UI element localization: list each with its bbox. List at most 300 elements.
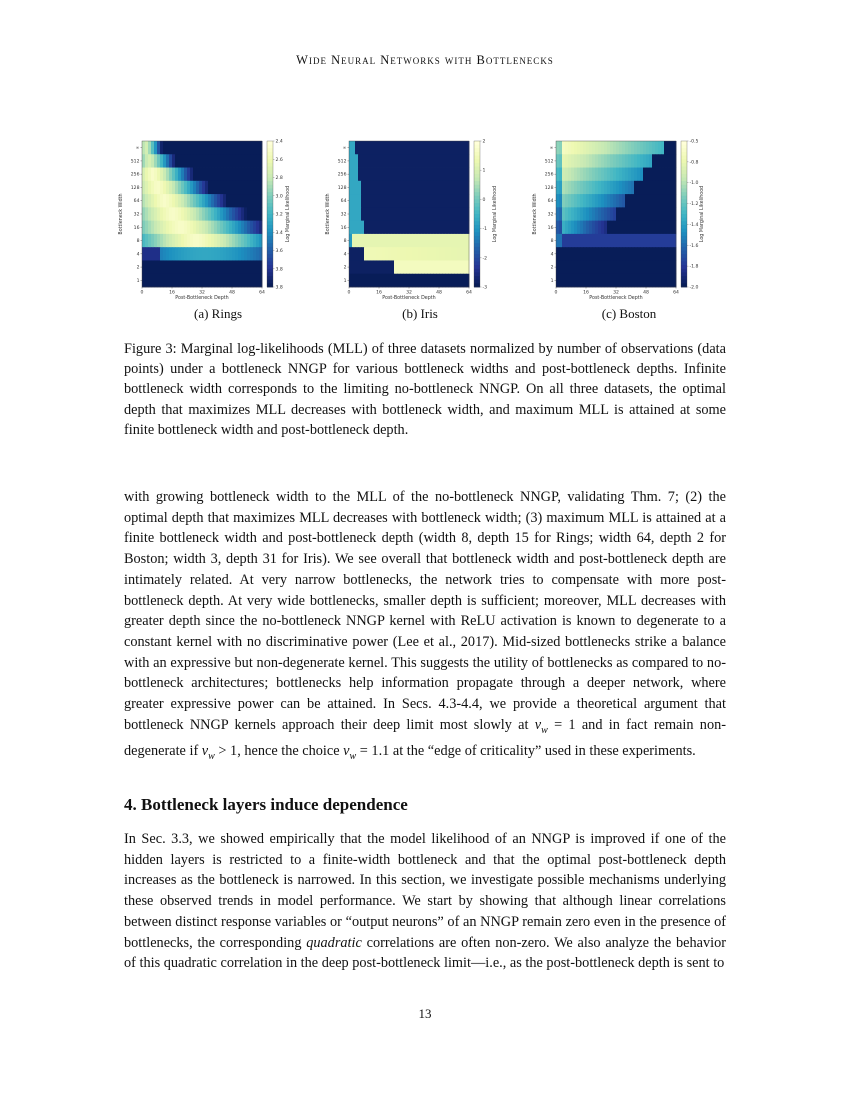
heatmap-cell [667,154,670,168]
heatmap-cell [433,168,436,182]
heatmap-cell [592,274,595,288]
heatmap-cell [664,207,667,221]
heatmap-cell [367,274,370,288]
heatmap-cell [598,260,601,274]
heatmap-cell [649,168,652,182]
heatmap-cell [640,154,643,168]
heatmap-cell [625,207,628,221]
heatmap-cell [652,141,655,155]
heatmap-cell [394,141,397,155]
heatmap-cell [607,141,610,155]
heatmap-cell [208,260,211,274]
heatmap-cell [382,168,385,182]
heatmap-cell [592,207,595,221]
heatmap-cell [562,274,565,288]
colorbar-segment [474,214,480,218]
heatmap-cell [184,194,187,208]
heatmap-cell [586,207,589,221]
heatmap-cell [358,168,361,182]
heatmap-cell [160,168,163,182]
heatmap-cell [190,181,193,195]
heatmap-cell [205,207,208,221]
heatmap-cell [142,274,145,288]
heatmap-cell [583,141,586,155]
heatmap-cell [415,221,418,235]
heatmap-cell [631,194,634,208]
heatmap-cell [658,207,661,221]
colorbar-segment [474,243,480,247]
heatmap-cell [364,260,367,274]
colorbar-segment [474,276,480,280]
colorbar-segment [474,178,480,182]
heatmap-cell [253,181,256,195]
y-tick-label: 512 [544,159,554,165]
heatmap-cell [640,234,643,248]
heatmap-cell [397,154,400,168]
colorbar-segment [681,243,687,247]
heatmap-cell [595,154,598,168]
heatmap-cell [238,221,241,235]
heatmap-cell [664,221,667,235]
heatmap-cell [160,207,163,221]
colorbar [681,141,687,287]
heatmap-cell [196,221,199,235]
heatmap-cell [643,274,646,288]
heatmap-cell [250,221,253,235]
heatmap-cell [256,181,259,195]
heatmap-cell [142,247,145,261]
heatmap-cell [460,260,463,274]
heatmap-cell [151,234,154,248]
heatmap-cell [442,181,445,195]
heatmap-cell [409,181,412,195]
heatmap-cell [628,207,631,221]
heatmap-cell [193,141,196,155]
x-tick-label: 48 [229,290,235,296]
heatmap-cell [358,207,361,221]
heatmap-cell [640,141,643,155]
colorbar-segment [474,258,480,262]
heatmap-cell [424,168,427,182]
heatmap-cell [154,141,157,155]
heatmap-cell [610,168,613,182]
heatmap-cell [661,221,664,235]
heatmap-cell [160,260,163,274]
heatmap-cell [637,274,640,288]
colorbar-segment [681,214,687,218]
heatmap-cell [349,234,352,248]
heatmap-cell [568,141,571,155]
heatmap-cell [643,194,646,208]
heatmap-cell [256,260,259,274]
heatmap-cell [229,181,232,195]
heatmap-cell [451,194,454,208]
heatmap-cell [142,260,145,274]
heatmap-cell [394,221,397,235]
heatmap-cell [400,207,403,221]
heatmap-cell [424,141,427,155]
heatmap-cell [166,234,169,248]
heatmap-cell [574,154,577,168]
heatmap-cell [190,234,193,248]
heatmap-cell [448,221,451,235]
heatmap-cell [358,274,361,288]
heatmap-cell [631,234,634,248]
heatmap-cell [385,247,388,261]
heatmap-cell [178,207,181,221]
heatmap-cell [379,260,382,274]
y-axis-label: Bottleneck Width [533,193,538,235]
colorbar-segment [267,258,273,262]
heatmap-cell [148,207,151,221]
heatmap-cell [232,141,235,155]
heatmap-cell [634,181,637,195]
heatmap-cell [244,207,247,221]
heatmap-cell [385,181,388,195]
heatmap-cell [607,221,610,235]
heatmap-cell [193,207,196,221]
heatmap-cell [370,141,373,155]
heatmap-cell [619,168,622,182]
heatmap-cell [151,221,154,235]
heatmap-cell [595,141,598,155]
colorbar-segment [681,145,687,149]
heatmap-cell [235,194,238,208]
colorbar-segment [267,269,273,273]
heatmap-cell [598,207,601,221]
heatmap-iris [323,137,523,301]
heatmap-cell [646,194,649,208]
colorbar-segment [474,225,480,229]
heatmap-cell [580,194,583,208]
heatmap-cell [421,181,424,195]
y-tick-label: ∞ [549,146,554,152]
heatmap-cell [151,168,154,182]
heatmap-cell [388,168,391,182]
heatmap-cell [646,234,649,248]
heatmap-cell [193,221,196,235]
colorbar-segment [681,261,687,265]
heatmap-cell [202,234,205,248]
heatmap-cell [637,154,640,168]
y-tick-label: 4 [550,252,554,258]
heatmap-cell [565,141,568,155]
heatmap-cell [388,154,391,168]
y-tick-label: 8 [136,239,140,245]
heatmap-cell [619,207,622,221]
heatmap-cell [649,207,652,221]
heatmap-cell [574,168,577,182]
heatmap-cell [376,207,379,221]
heatmap-cell [607,274,610,288]
heatmap-cell [631,247,634,261]
heatmap-cell [391,274,394,288]
heatmap-cell [667,141,670,155]
heatmap-cell [217,234,220,248]
heatmap-cell [583,154,586,168]
heatmap-cell [148,247,151,261]
heatmap-cell [463,234,466,248]
colorbar-segment [474,265,480,269]
heatmap-cell [556,274,559,288]
heatmap-cell [646,260,649,274]
heatmap-cell [403,247,406,261]
page-number: 13 [418,1006,432,1021]
heatmap-cell [580,221,583,235]
x-tick-label: 0 [140,290,144,296]
heatmap-cell [370,207,373,221]
heatmap-cell [256,141,259,155]
heatmap-cell [562,154,565,168]
colorbar-tick-label: 2.4 [275,139,283,145]
heatmap-cell [451,168,454,182]
heatmap-boston-svg [530,137,730,302]
heatmap-cell [349,274,352,288]
heatmap-cell [631,221,634,235]
heatmap-cell [220,194,223,208]
heatmap-cell [601,181,604,195]
heatmap-cell [616,154,619,168]
heatmap-cell [610,247,613,261]
heatmap-cell [160,141,163,155]
heatmap-cell [187,260,190,274]
heatmap-cell [430,194,433,208]
colorbar-segment [267,167,273,171]
x-tick-label: 32 [613,290,619,296]
heatmap-cell [406,154,409,168]
heatmap-cell [145,207,148,221]
heatmap-cell [670,247,673,261]
heatmap-cell [415,154,418,168]
heatmap-cell [628,221,631,235]
heatmap-cell [604,274,607,288]
heatmap-cell [640,221,643,235]
heatmap-cell [220,154,223,168]
heatmap-cell [658,260,661,274]
heatmap-cell [367,221,370,235]
heatmap-cell [571,234,574,248]
heatmap-cell [190,260,193,274]
heatmap-cell [598,194,601,208]
heatmap-cell [232,260,235,274]
heatmap-cell [379,234,382,248]
heatmap-cell [652,168,655,182]
heatmap-cell [613,194,616,208]
heatmap-iris-svg [323,137,523,302]
heatmap-cell [424,207,427,221]
heatmap-cell [598,274,601,288]
heatmap-cell [190,141,193,155]
heatmap-cell [142,194,145,208]
heatmap-cell [208,194,211,208]
heatmap-cell [457,168,460,182]
colorbar-segment [681,280,687,284]
heatmap-cell [439,247,442,261]
colorbar-segment [267,276,273,280]
heatmap-cell [565,221,568,235]
heatmap-cell [385,274,388,288]
heatmap-cell [400,168,403,182]
heatmap-cell [601,194,604,208]
heatmap-cell [562,181,565,195]
y-axis-label: Bottleneck Width [119,193,124,235]
colorbar-tick-label: -1.0 [689,181,699,187]
heatmap-cell [238,260,241,274]
heatmap-cell [613,207,616,221]
colorbar-segment [681,254,687,258]
heatmap-cell [172,181,175,195]
heatmap-cell [184,207,187,221]
heatmap-cell [433,194,436,208]
heatmap-cell [412,207,415,221]
colorbar-segment [474,192,480,196]
heatmap-cell [580,274,583,288]
heatmap-cell [187,207,190,221]
heatmap-cell [145,181,148,195]
body-paragraph-2: In Sec. 3.3, we showed empirically that the model likelihood of an NNGP is improved if one of the hidden layers is restricted to a finite-width bottleneck and that the optimal post-bottleneck depth increases as the bottleneck is narrowed. In this section, we investigate possible mechanisms underlying these observed trends in model performance. We start by showing that although linear correlations between distinct response variables or “output neurons” of an NNGP remain zero even in the presence of bottlenecks, the corresponding quadratic correlations are often non-zero. We also analyze the behavior of this quadratic correlation in the deep post-bottleneck limit—i.e., as the post-bottleneck depth is sent to [124,831,726,972]
heatmap-cell [667,168,670,182]
heatmap-cell [655,274,658,288]
heatmap-cell [211,168,214,182]
heatmap-cell [220,181,223,195]
heatmap-cell [634,207,637,221]
colorbar-segment [474,232,480,236]
heatmap-cell [589,247,592,261]
heatmap-cell [394,274,397,288]
heatmap-cell [613,141,616,155]
heatmap-rings [116,137,316,301]
heatmap-cell [349,207,352,221]
heatmap-cell [175,194,178,208]
heatmap-cell [250,207,253,221]
heatmap-cell [256,274,259,288]
heatmap-cell [556,221,559,235]
heatmap-cell [643,141,646,155]
heatmap-cell [436,234,439,248]
heatmap-cell [442,168,445,182]
heatmap-cell [157,234,160,248]
heatmap-cell [199,274,202,288]
heatmap-cell [217,247,220,261]
heatmap-cell [646,274,649,288]
heatmap-cell [400,194,403,208]
colorbar-segment [474,261,480,265]
heatmap-cell [214,234,217,248]
colorbar-segment [681,207,687,211]
heatmap-cell [571,207,574,221]
heatmap-cell [379,274,382,288]
heatmap-cell [622,154,625,168]
colorbar-segment [681,272,687,276]
colorbar-segment [474,170,480,174]
heatmap-cell [664,181,667,195]
heatmap-cell [169,234,172,248]
heatmap-cell [184,221,187,235]
heatmap-cell [352,234,355,248]
heatmap-cell [223,260,226,274]
heatmap-cell [241,181,244,195]
heatmap-cell [406,234,409,248]
heatmap-cell [655,207,658,221]
heatmap-boston [530,137,730,301]
heatmap-cell [409,221,412,235]
heatmap-cell [646,154,649,168]
heatmap-cell [454,260,457,274]
heatmap-cell [418,221,421,235]
heatmap-cell [460,221,463,235]
heatmap-cell [352,207,355,221]
heatmap-cell [574,221,577,235]
heatmap-cell [454,168,457,182]
heatmap-cell [637,168,640,182]
heatmap-cell [463,154,466,168]
heatmap-cell [367,194,370,208]
heatmap-cell [415,194,418,208]
heatmap-cell [352,141,355,155]
heatmap-cell [223,181,226,195]
heatmap-cell [175,221,178,235]
heatmap-cell [232,181,235,195]
heatmap-cell [577,141,580,155]
heatmap-cell [658,154,661,168]
heatmap-cell [148,194,151,208]
heatmap-cell [400,141,403,155]
heatmap-cell [664,141,667,155]
heatmap-cell [589,194,592,208]
colorbar-tick-label: 0 [482,197,486,203]
heatmap-cell [451,234,454,248]
heatmap-cell [589,168,592,182]
heatmap-cell [670,260,673,274]
heatmap-cell [364,247,367,261]
heatmap-cell [166,207,169,221]
y-tick-label: 512 [337,159,347,165]
x-axis-label: Post-Bottleneck Depth [382,296,436,301]
heatmap-cell [181,154,184,168]
heatmap-cell [229,247,232,261]
heatmap-cell [355,260,358,274]
heatmap-cell [454,141,457,155]
heatmap-cell [370,260,373,274]
heatmap-cell [646,221,649,235]
heatmap-cell [370,168,373,182]
heatmap-cell [448,234,451,248]
heatmap-cell [601,234,604,248]
heatmap-cell [439,168,442,182]
heatmap-cell [628,234,631,248]
heatmap-cell [616,260,619,274]
heatmap-cell [196,247,199,261]
heatmap-cell [658,247,661,261]
heatmap-cell [577,274,580,288]
heatmap-cell [442,247,445,261]
colorbar-segment [474,236,480,240]
heatmap-cell [646,207,649,221]
heatmap-cell [241,207,244,221]
heatmap-cell [376,181,379,195]
heatmap-cell [367,247,370,261]
heatmap-cell [235,260,238,274]
heatmap-cell [571,181,574,195]
running-header: Wide Neural Networks with Bottlenecks [296,53,554,67]
heatmap-cell [418,168,421,182]
heatmap-cell [253,194,256,208]
heatmap-cell [250,234,253,248]
heatmap-cell [571,221,574,235]
heatmap-cell [436,168,439,182]
heatmap-cell [151,207,154,221]
heatmap-cell [154,194,157,208]
